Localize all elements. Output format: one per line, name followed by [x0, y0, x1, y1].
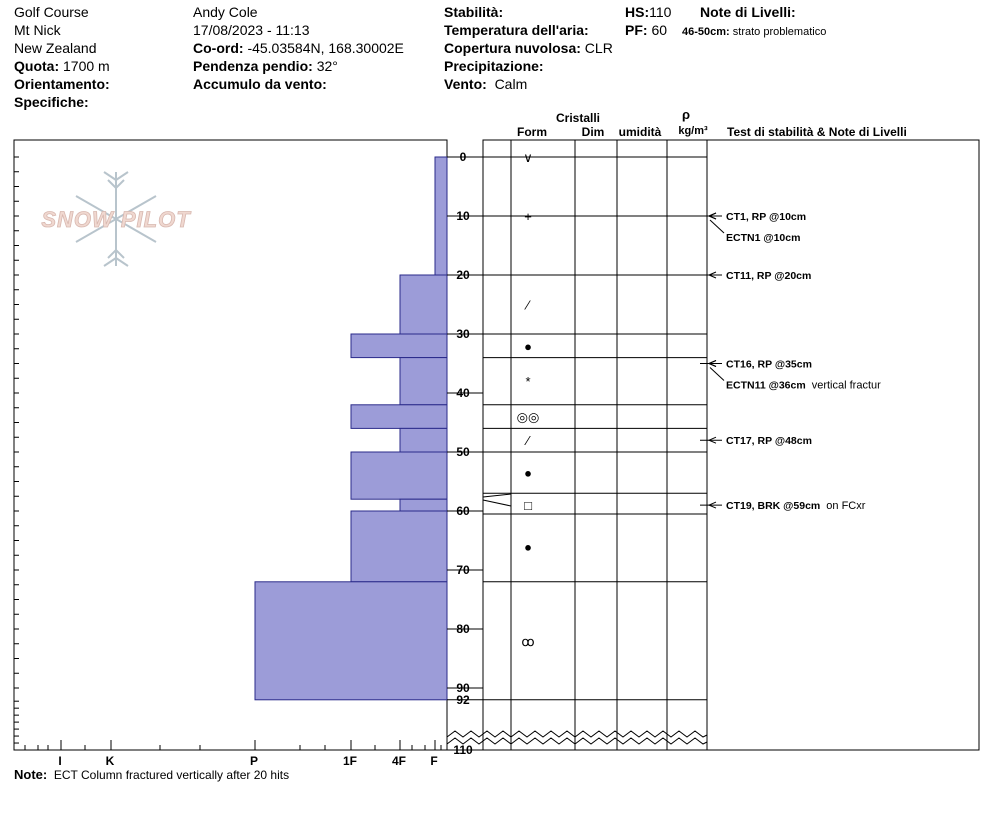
country: New Zealand — [14, 40, 97, 56]
crystal-forms — [517, 150, 540, 649]
stability-test-label: CT16, RP @35cm — [726, 358, 812, 371]
crystals-header: Cristalli — [555, 111, 601, 125]
hs-value: 110 — [649, 4, 672, 20]
depth-break-marker — [447, 494, 707, 744]
hardness-label: 4F — [391, 754, 407, 768]
wind-label: Vento: — [444, 76, 487, 92]
test-arrow — [710, 368, 724, 381]
hardness-bar-8 — [351, 511, 447, 582]
logo-text: SNOW PILOT — [41, 207, 191, 232]
hardness-label: F — [430, 754, 438, 768]
hardness-bar-5 — [400, 428, 447, 452]
stability-test-label: ECTN1 @10cm — [726, 232, 801, 244]
dim-header: Dim — [581, 125, 605, 139]
depth-label: 10 — [456, 209, 470, 223]
stability-test-note: vertical fractur — [811, 379, 881, 392]
hardness-label: K — [105, 754, 115, 768]
depth-label: 80 — [456, 622, 470, 636]
stability-notes-header: Test di stabilità & Note di Livelli — [727, 125, 907, 139]
crystal-symbol: ⁄ — [526, 433, 530, 449]
cloud-value: CLR — [584, 40, 613, 56]
left-depth-ticks — [14, 157, 19, 750]
mountain: Mt Nick — [14, 22, 61, 38]
depth-label: 50 — [456, 445, 470, 459]
density-unit-header: kg/m³ — [678, 125, 708, 137]
form-header: Form — [517, 125, 547, 139]
hardness-label: I — [58, 754, 62, 768]
crystal-symbol: ● — [524, 465, 532, 481]
wind-load-label: Accumulo da vento: — [193, 76, 327, 92]
coord-value: -45.03584N, 168.30002E — [247, 40, 404, 56]
crystal-symbol: ● — [524, 539, 532, 555]
layer-notes-label: Note di Livelli: — [700, 4, 796, 20]
depth-label: 40 — [456, 386, 470, 400]
humidity-header: umidità — [618, 125, 662, 139]
hardness-axis — [25, 740, 441, 768]
crystal-symbol: ꝏ — [521, 633, 535, 649]
wind-value: Calm — [494, 76, 528, 92]
pf-value: 60 — [651, 22, 668, 38]
hs-label: HS: — [625, 4, 650, 20]
depth-label: 110 — [453, 743, 473, 757]
stability-test-label: ECTN11 @36cm — [726, 379, 806, 392]
air-temp-label: Temperatura dell'aria: — [444, 22, 589, 38]
depth-label: 20 — [456, 268, 470, 282]
depth-label: 92 — [456, 692, 470, 707]
hardness-bar-9 — [255, 582, 447, 700]
stability-test-label: CT19, BRK @59cm — [726, 500, 821, 513]
quota-value: 1700 m — [63, 58, 110, 74]
hardness-bar-6 — [351, 452, 447, 499]
crystal-symbol: □ — [524, 498, 532, 514]
depth-label: 0 — [459, 150, 467, 164]
stability-test-label: CT11, RP @20cm — [726, 270, 812, 282]
hardness-label: 1F — [342, 754, 358, 768]
hardness-bar-1 — [400, 275, 447, 334]
rho-header: ρ — [681, 107, 691, 122]
stability-test-label: CT17, RP @48cm — [726, 435, 812, 448]
hardness-bar-7 — [400, 499, 447, 511]
crystal-symbol: ◎◎ — [516, 409, 540, 425]
depth-label: 90 — [456, 681, 470, 695]
layer-note-text: strato problematico — [732, 26, 827, 38]
hardness-bar-2 — [351, 334, 447, 358]
stability-test-label: CT1, RP @10cm — [726, 211, 807, 223]
slope-label: Pendenza pendio: — [193, 58, 313, 74]
coord-label: Co-ord: — [193, 40, 244, 56]
orientation-label: Orientamento: — [14, 76, 110, 92]
depth-label: 60 — [456, 504, 470, 518]
test-arrow — [710, 220, 724, 233]
note-label: Note: — [14, 767, 48, 782]
pf-label: PF: — [625, 22, 648, 38]
layer-note-range: 46-50cm: — [682, 26, 730, 38]
depth-axis — [447, 150, 483, 757]
crystal-symbol: ⁄ — [526, 297, 530, 313]
stability-label: Stabilità: — [444, 4, 504, 20]
observer: Andy Cole — [193, 4, 258, 20]
precip-label: Precipitazione: — [444, 58, 544, 74]
quota-label: Quota: — [14, 58, 60, 74]
cloud-label: Copertura nuvolosa: — [444, 40, 581, 56]
crystal-symbol: ∨ — [523, 150, 533, 165]
stability-test-note: on FCxr — [826, 500, 866, 513]
layer-boundaries — [483, 157, 707, 700]
hardness-bar-3 — [400, 358, 447, 405]
crystal-symbol: * — [525, 374, 531, 390]
note-text: ECT Column fractured vertically after 20 hits — [53, 768, 290, 782]
hardness-bar-4 — [351, 405, 447, 429]
crystal-symbol: + — [524, 209, 532, 224]
depth-label: 30 — [456, 327, 470, 341]
datetime: 17/08/2023 - 11:13 — [193, 22, 310, 38]
crystal-symbol: ● — [524, 338, 532, 354]
stability-tests — [700, 211, 881, 512]
slope-value: 32° — [316, 58, 338, 74]
hardness-bars — [255, 157, 447, 700]
hardness-label: P — [249, 754, 259, 768]
location: Golf Course — [14, 4, 89, 20]
specifics-label: Specifiche: — [14, 94, 89, 110]
depth-label: 70 — [456, 563, 470, 577]
hardness-bar-0 — [435, 157, 447, 275]
